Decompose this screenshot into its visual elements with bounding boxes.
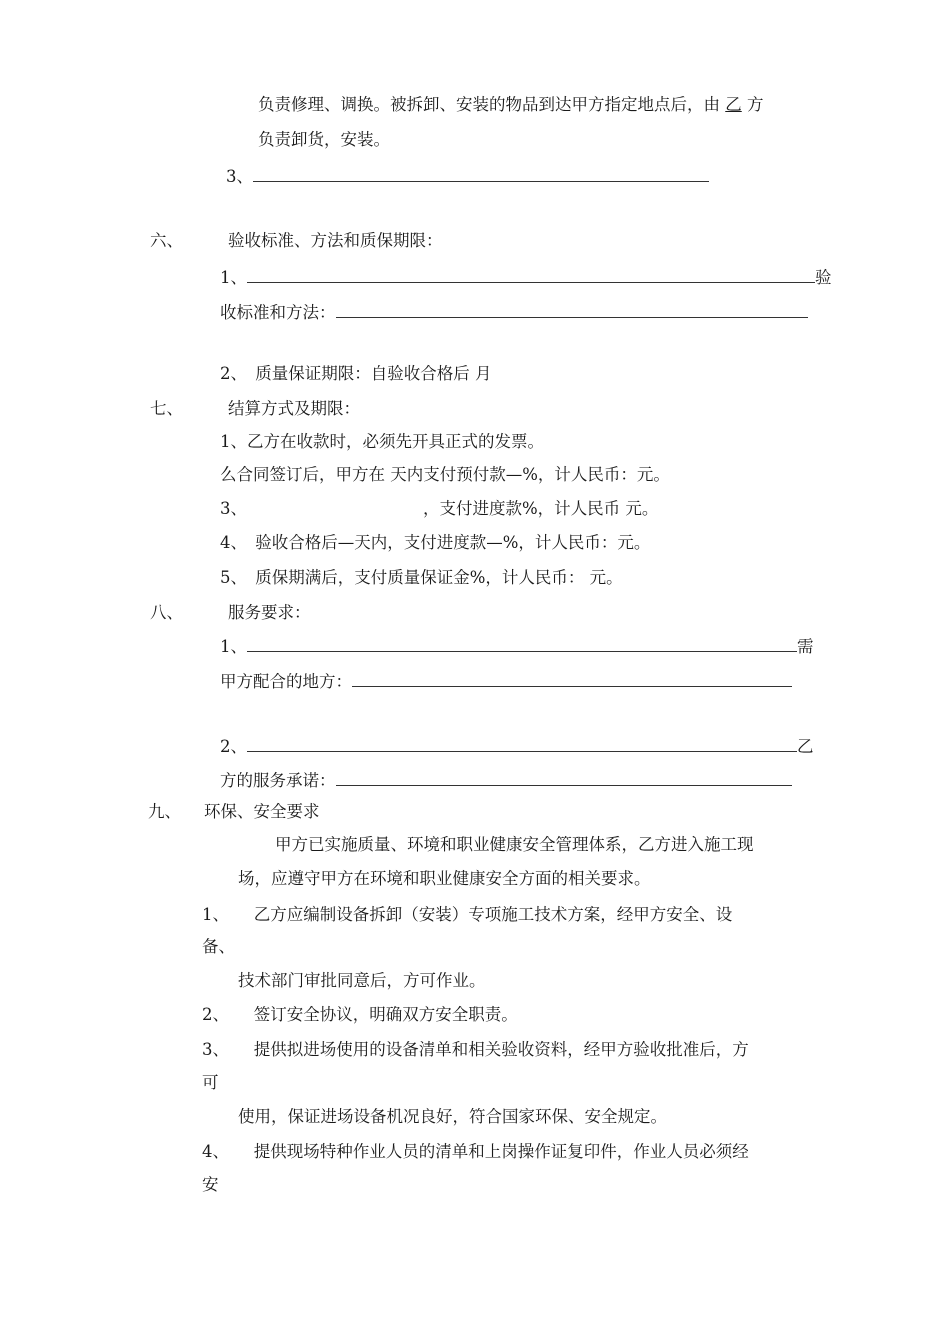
s9-number: 九、 [148,802,181,821]
blank-line [247,264,815,283]
s8-item1-line2: 甲方配合的地方： [220,668,792,694]
s7-title: 结算方式及期限： [228,399,360,418]
s9-item3: 3、 提供拟进场使用的设备清单和相关验收资料，经甲方验收批准后，方 [202,1040,749,1059]
s8-item1: 1、 需 [220,633,814,659]
blank-line [336,299,808,318]
s8-title: 服务要求： [228,603,311,622]
s9-item1-wrap: 备、 [202,937,235,956]
s6-item2: 2、 质量保证期限：自验收合格后 月 [220,364,492,383]
s8-item2-line2: 方的服务承诺： [220,767,792,793]
s5-line2: 负责卸货，安装。 [258,130,390,149]
blank-line [336,767,792,786]
s9-item4-wrap: 安 [202,1175,219,1194]
s6-number: 六、 [150,231,183,250]
s8-number: 八、 [150,603,183,622]
s7-item3-text: ，支付进度款%，计人民币 元。 [423,499,659,518]
s6-item1: 1、 验 [220,264,832,290]
s7-item2: 么合同签订后，甲方在 天内支付预付款—%，计人民币：元。 [220,465,670,484]
s9-item4: 4、 提供现场特种作业人员的清单和上岗操作证复印件，作业人员必须经 [202,1142,749,1161]
blank-line [352,668,792,687]
s7-item4: 4、 验收合格后—天内，支付进度款—%，计人民币：元。 [220,533,651,552]
blank-line [253,163,709,182]
s5-line1: 负责修理、调换。被拆卸、安装的物品到达甲方指定地点后，由 乙 方 [258,95,764,114]
s7-number: 七、 [150,399,183,418]
s9-item2: 2、 签订安全协议，明确双方安全职责。 [202,1005,518,1024]
s5-item3: 3、 [226,163,709,189]
s6-item1-line2: 收标准和方法： [220,299,808,325]
blank-line [247,733,797,752]
s9-paragraph-line1: 甲方已实施质量、环境和职业健康安全管理体系，乙方进入施工现 [275,835,754,854]
s9-paragraph-line2: 场，应遵守甲方在环境和职业健康安全方面的相关要求。 [238,869,651,888]
s9-item1-line2: 技术部门审批同意后，方可作业。 [238,971,486,990]
s9-item3-line2: 使用，保证进场设备机况良好，符合国家环保、安全规定。 [238,1107,667,1126]
s7-item1: 1、乙方在收款时，必须先开具正式的发票。 [220,432,544,451]
s9-item3-wrap: 可 [202,1073,219,1092]
party-b-underlined: 乙 [725,95,742,114]
s9-title: 环保、安全要求 [204,802,320,821]
s6-title: 验收标准、方法和质保期限： [228,231,443,250]
s7-item3-num: 3、 [220,499,247,518]
s8-item2: 2、 乙 [220,733,814,759]
s9-item1: 1、 乙方应编制设备拆卸（安装）专项施工技术方案，经甲方安全、设 [202,905,733,924]
s7-item5: 5、 质保期满后，支付质量保证金%，计人民币： 元。 [220,568,623,587]
blank-line [247,633,797,652]
